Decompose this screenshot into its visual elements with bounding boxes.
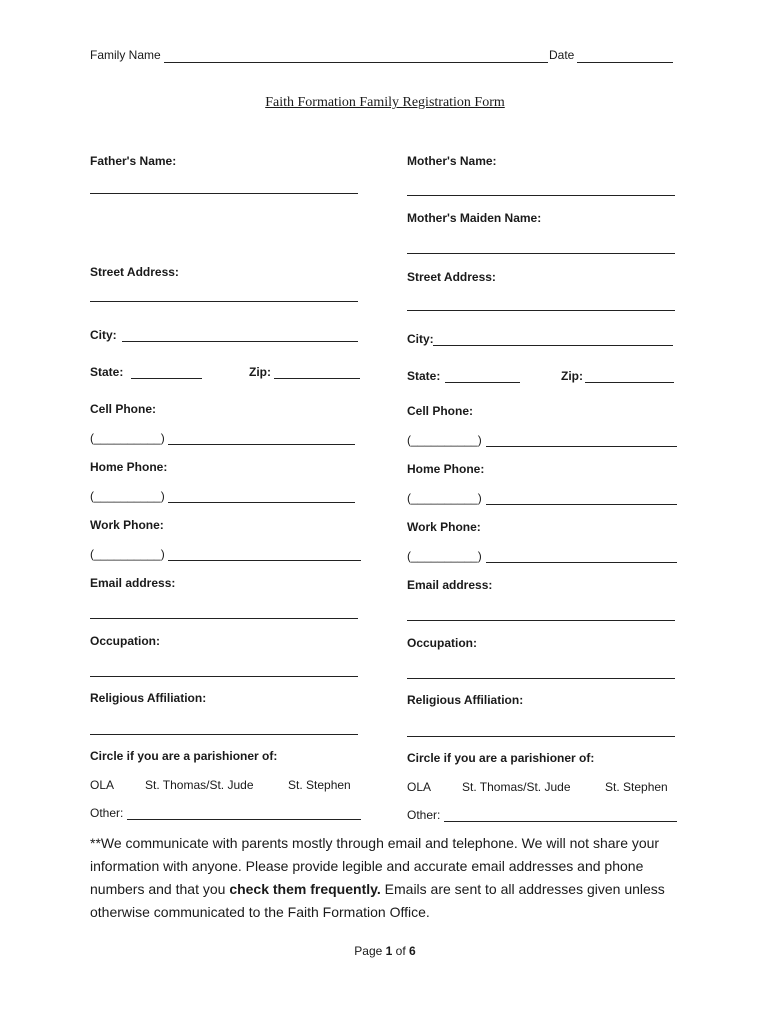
mother-city-field[interactable] [433,345,673,346]
page-of-word: of [395,944,406,958]
mother-zip-label: Zip: [561,369,583,383]
father-home-field[interactable] [168,502,355,503]
father-work-label: Work Phone: [90,518,164,532]
father-state-field[interactable] [131,378,202,379]
mother-cell-label: Cell Phone: [407,404,474,418]
privacy-note-part1: **We communicate with parents mostly through email and telephone. We will not share your information with anyone. Please provide legible and accurate email addresses and phone numbers and that you [90,835,660,897]
page-total: 6 [409,944,416,958]
father-zip-label: Zip: [249,365,271,379]
father-parish-option-st-stephen[interactable]: St. Stephen [288,778,351,792]
father-other-label: Other: [90,806,124,820]
father-work-field[interactable] [168,560,361,561]
father-zip-field[interactable] [274,378,360,379]
mother-parish-option-st-stephen[interactable]: St. Stephen [605,780,668,794]
father-state-label: State: [90,365,124,379]
mother-street-field[interactable] [407,310,675,311]
father-name-field[interactable] [90,193,358,194]
father-religion-label: Religious Affiliation: [90,691,207,705]
mother-work-field[interactable] [486,562,677,563]
family-name-label: Family Name [90,48,161,62]
mother-home-area-code[interactable]: (__________) [407,491,482,505]
father-street-label: Street Address: [90,265,179,279]
mother-other-field[interactable] [444,821,677,822]
mother-religion-label: Religious Affiliation: [407,693,524,707]
page-footer [0,944,770,958]
father-parish-label: Circle if you are a parishioner of: [90,749,278,763]
date-label: Date [549,48,575,62]
mother-religion-field[interactable] [407,736,675,737]
father-religion-field[interactable] [90,734,358,735]
mother-parish-option-ola[interactable]: OLA [407,780,432,794]
mother-name-field[interactable] [407,195,675,196]
mother-city-label: City: [407,332,434,346]
father-cell-area-code[interactable]: (__________) [90,431,165,445]
father-street-field[interactable] [90,301,358,302]
mother-state-field[interactable] [445,382,520,383]
father-cell-field[interactable] [168,444,355,445]
page-current: 1 [385,944,393,958]
mother-other-label: Other: [407,808,441,822]
mother-state-label: State: [407,369,441,383]
father-city-field[interactable] [122,341,358,342]
father-city-label: City: [90,328,117,342]
family-name-field[interactable] [164,62,548,63]
father-email-field[interactable] [90,618,358,619]
mother-email-field[interactable] [407,620,675,621]
father-cell-label: Cell Phone: [90,402,157,416]
privacy-note [90,832,690,924]
father-home-area-code[interactable]: (__________) [90,489,165,503]
mother-name-label: Mother's Name: [407,154,497,168]
mother-occupation-label: Occupation: [407,636,478,650]
father-occupation-field[interactable] [90,676,358,677]
father-email-label: Email address: [90,576,176,590]
privacy-note-emphasis: check them frequently. [229,881,381,897]
mother-email-label: Email address: [407,578,493,592]
mother-parish-label: Circle if you are a parishioner of: [407,751,595,765]
father-home-label: Home Phone: [90,460,168,474]
form-title: Faith Formation Family Registration Form [265,95,505,110]
father-other-field[interactable] [127,819,361,820]
page-word: Page [354,944,383,958]
mother-maiden-field[interactable] [407,253,675,254]
mother-work-area-code[interactable]: (__________) [407,549,482,563]
mother-cell-field[interactable] [486,446,677,447]
father-name-label: Father's Name: [90,154,177,168]
privacy-note-part2: Emails are sent to all addresses given unless otherwise communicated to the Faith Formation Office. [90,881,665,920]
mother-home-field[interactable] [486,504,677,505]
mother-parish-option-st-thomas[interactable]: St. Thomas/St. Jude [462,780,571,794]
mother-maiden-label: Mother's Maiden Name: [407,211,542,225]
father-work-area-code[interactable]: (__________) [90,547,165,561]
mother-cell-area-code[interactable]: (__________) [407,433,482,447]
date-field[interactable] [577,62,673,63]
mother-street-label: Street Address: [407,270,496,284]
mother-home-label: Home Phone: [407,462,485,476]
mother-work-label: Work Phone: [407,520,481,534]
father-occupation-label: Occupation: [90,634,161,648]
father-parish-option-ola[interactable]: OLA [90,778,115,792]
mother-occupation-field[interactable] [407,678,675,679]
father-parish-option-st-thomas[interactable]: St. Thomas/St. Jude [145,778,254,792]
mother-zip-field[interactable] [585,382,674,383]
